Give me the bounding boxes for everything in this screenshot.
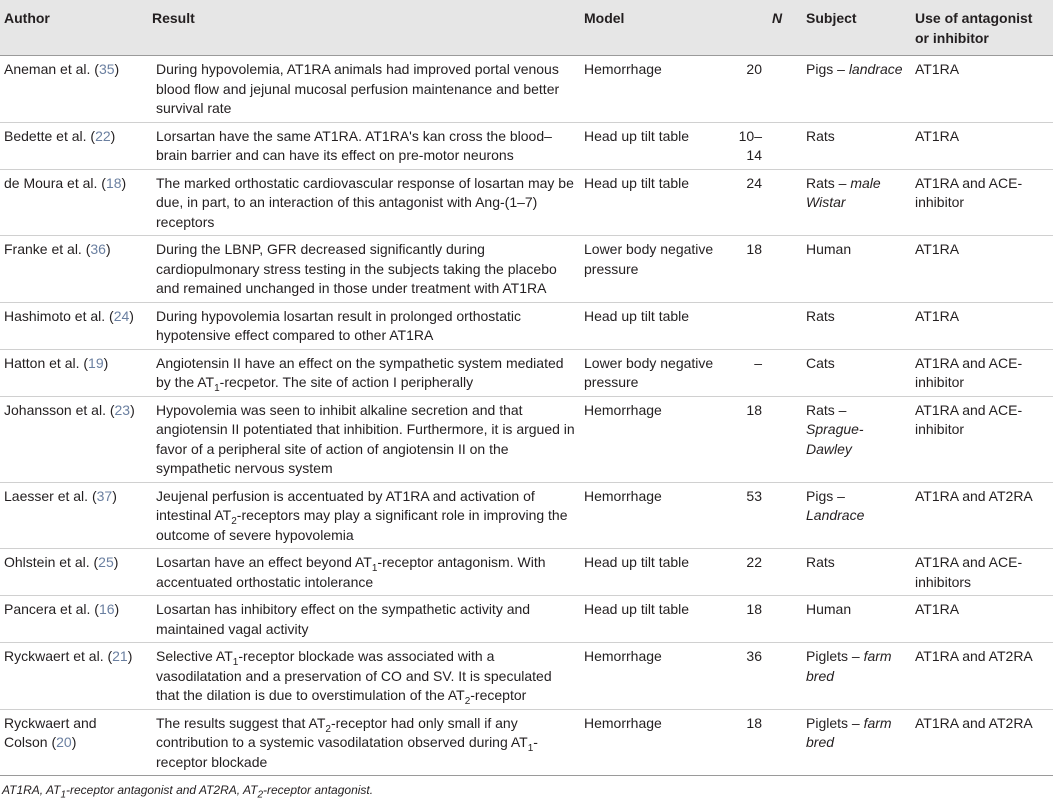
cell-model: Head up tilt table — [580, 122, 722, 169]
cell-result: During hypovolemia losartan result in prolonged orthostatic hypotensive effect compared to other AT1RA — [148, 302, 580, 349]
cell-author — [0, 709, 148, 776]
cell-subject — [802, 169, 911, 236]
text-segment: -receptors may play a significant role in improving the outcome of severe hypovolemia — [156, 507, 568, 543]
text-segment: -receptor had only small if any contribution to a systemic vasodilatation observed during AT — [156, 714, 528, 750]
text-segment: -receptor — [470, 687, 527, 703]
table-body — [0, 56, 1053, 776]
cell-subject — [802, 596, 911, 643]
subject-species: Human — [806, 241, 852, 257]
cell-subject — [802, 122, 911, 169]
reference-link[interactable]: 20 — [56, 734, 72, 750]
header-use: Use of antagonist or inhibitor — [911, 0, 1053, 56]
subscript: 1 — [60, 789, 67, 801]
reference-link[interactable]: 22 — [95, 127, 111, 144]
cell-author — [0, 643, 148, 710]
cell-use: AT1RA — [911, 236, 1053, 303]
subscript: 2 — [257, 789, 264, 801]
cell-result: The marked orthostatic cardiovascular response of losartan may be due, in part, to an interaction of this antagonist with Ang-(1–7) receptors — [148, 169, 580, 236]
cell-subject — [802, 236, 911, 303]
cell-result: During the LBNP, GFR decreased significantly during cardiopulmonary stress testing in the subjects taking the placebo and remained unchanged in those under treatment with AT1RA — [148, 236, 580, 303]
cell-author — [0, 396, 148, 482]
author-paren: ) — [114, 61, 120, 77]
author-paren: ) — [129, 307, 134, 324]
table-header-row — [0, 0, 1053, 56]
table-row — [0, 396, 1053, 482]
subject-strain: farm bred — [806, 648, 892, 684]
subject-strain: male Wistar — [806, 174, 881, 210]
cell-n — [722, 302, 802, 349]
cell-model: Lower body negative pressure — [580, 236, 722, 303]
cell-n: 10–14 — [722, 122, 802, 169]
author-paren: ) — [103, 354, 109, 371]
cell-author — [0, 482, 148, 549]
author-name: Johansson et al. ( — [4, 401, 115, 418]
cell-author — [0, 56, 148, 123]
cell-model: Hemorrhage — [580, 396, 722, 482]
subject-strain: landrace — [848, 61, 903, 77]
cell-result — [148, 349, 580, 396]
reference-link[interactable]: 24 — [113, 307, 130, 324]
cell-use: AT1RA and AT2RA — [911, 482, 1053, 549]
author-name: Ryckwaert et al. ( — [4, 648, 113, 664]
cell-author — [0, 302, 148, 349]
cell-author — [0, 596, 148, 643]
cell-author — [0, 236, 148, 303]
cell-author — [0, 122, 148, 169]
subject-species: Pigs – — [806, 487, 845, 504]
author-paren: ) — [113, 554, 119, 570]
author-paren: ) — [110, 127, 116, 144]
text-segment: -recpetor. The site of action I peripherally — [219, 374, 474, 390]
cell-n: 18 — [722, 396, 802, 482]
subject-species: Cats — [806, 354, 835, 371]
cell-n: – — [722, 349, 802, 396]
subscript: 1 — [527, 742, 534, 754]
author-name: Hatton et al. ( — [4, 354, 89, 371]
author-name: Ryckwaert and Colson ( — [4, 714, 97, 750]
subject-species: Rats – — [806, 174, 851, 191]
text-segment: -receptor antagonist. — [263, 783, 374, 797]
cell-result: Hypovolemia was seen to inhibit alkaline secretion and that angiotensin II potentiated that inhibition. Furthermore, it is argued in favor of a peripheral site of action of angiotensin II on the sympathetic nervous system — [148, 396, 580, 482]
subject-species: Rats — [806, 127, 835, 144]
cell-subject — [802, 709, 911, 776]
cell-use: AT1RA — [911, 56, 1053, 123]
cell-result — [148, 643, 580, 710]
cell-author — [0, 349, 148, 396]
subscript: 1 — [371, 562, 378, 574]
subject-species: Rats — [806, 554, 835, 570]
cell-model: Head up tilt table — [580, 302, 722, 349]
cell-model: Head up tilt table — [580, 549, 722, 596]
cell-subject — [802, 302, 911, 349]
author-name: Franke et al. ( — [4, 241, 91, 257]
cell-result: During hypovolemia, AT1RA animals had improved portal venous blood flow and jejunal mucosal perfusion maintenance and better survival rate — [148, 56, 580, 123]
text-segment: Jeujenal perfusion is accentuated by AT1RA and activation of intestinal AT — [156, 487, 535, 523]
header-subject: Subject — [802, 0, 911, 56]
reference-link[interactable]: 36 — [90, 241, 106, 257]
cell-author — [0, 169, 148, 236]
cell-n: 24 — [722, 169, 802, 236]
subject-strain: Sprague-Dawley — [806, 421, 864, 457]
cell-subject — [802, 396, 911, 482]
cell-result: Losartan has inhibitory effect on the sympathetic activity and maintained vagal activity — [148, 596, 580, 643]
subject-species: Human — [806, 601, 852, 617]
reference-link[interactable]: 35 — [98, 61, 115, 77]
cell-n: 20 — [722, 56, 802, 123]
cell-result — [148, 482, 580, 549]
author-name: Pancera et al. ( — [4, 601, 99, 617]
subject-species: Rats – — [806, 401, 847, 418]
author-paren: ) — [112, 487, 117, 504]
header-result: Result — [148, 0, 580, 56]
subscript: 1 — [214, 382, 220, 394]
subscript: 1 — [232, 656, 239, 668]
cell-model: Head up tilt table — [580, 169, 722, 236]
reference-link[interactable]: 18 — [105, 174, 122, 191]
cell-author — [0, 549, 148, 596]
cell-use: AT1RA and ACE-inhibitors — [911, 549, 1053, 596]
cell-model: Hemorrhage — [580, 709, 722, 776]
cell-result: Lorsartan have the same AT1RA. AT1RA's kan cross the blood–brain barrier and can have its effect on pre-motor neurons — [148, 122, 580, 169]
author-paren: ) — [114, 601, 120, 617]
table-row — [0, 596, 1053, 643]
cell-use: AT1RA and ACE-inhibitor — [911, 169, 1053, 236]
cell-subject — [802, 56, 911, 123]
cell-use: AT1RA and ACE-inhibitor — [911, 349, 1053, 396]
author-name: Bedette et al. ( — [4, 127, 96, 144]
subject-species: Rats — [806, 307, 835, 324]
table-row — [0, 169, 1053, 236]
cell-model: Hemorrhage — [580, 643, 722, 710]
subject-species: Piglets – — [806, 714, 864, 731]
cell-n: 53 — [722, 482, 802, 549]
cell-subject — [802, 482, 911, 549]
reference-link[interactable]: 21 — [112, 648, 128, 664]
cell-result — [148, 549, 580, 596]
text-segment: -receptor blockade was associated with a vasodilatation and a preservation of CO and SV. It is speculated that the dilation is due to overstimulation of the AT — [156, 648, 552, 703]
author-name: Hashimoto et al. ( — [4, 307, 114, 324]
table-row — [0, 643, 1053, 710]
author-name: Aneman et al. ( — [4, 61, 99, 77]
header-n: N — [722, 0, 802, 56]
author-name: de Moura et al. ( — [4, 174, 106, 191]
text-segment: -receptor blockade — [156, 734, 538, 770]
table-row — [0, 709, 1053, 776]
table-footnote — [0, 776, 1053, 804]
author-paren: ) — [130, 401, 135, 418]
subscript: 2 — [231, 515, 237, 527]
table-row — [0, 349, 1053, 396]
cell-use: AT1RA — [911, 122, 1053, 169]
cell-model: Hemorrhage — [580, 482, 722, 549]
text-segment: The results suggest that AT — [156, 714, 326, 731]
cell-subject — [802, 349, 911, 396]
table-row — [0, 482, 1053, 549]
text-segment: Selective AT — [156, 648, 233, 664]
cell-n: 36 — [722, 643, 802, 710]
author-paren: ) — [127, 648, 133, 664]
table-row — [0, 122, 1053, 169]
subject-strain: farm bred — [806, 714, 892, 750]
cell-model: Hemorrhage — [580, 56, 722, 123]
text-segment: Losartan have an effect beyond AT — [156, 554, 372, 570]
reference-link[interactable]: 25 — [98, 554, 114, 570]
cell-result — [148, 709, 580, 776]
subject-species: Pigs – — [806, 61, 849, 77]
text-segment: -receptor antagonist and AT2RA, AT — [66, 783, 258, 797]
cell-model: Head up tilt table — [580, 596, 722, 643]
cell-n: 18 — [722, 709, 802, 776]
reference-link[interactable]: 16 — [98, 601, 115, 617]
cell-n: 18 — [722, 236, 802, 303]
cell-use: AT1RA — [911, 596, 1053, 643]
cell-n: 22 — [722, 549, 802, 596]
cell-use: AT1RA and AT2RA — [911, 643, 1053, 710]
author-paren: ) — [121, 174, 127, 191]
author-name: Ohlstein et al. ( — [4, 554, 99, 570]
cell-model: Lower body negative pressure — [580, 349, 722, 396]
author-paren: ) — [105, 241, 111, 257]
subscript: 2 — [464, 695, 471, 707]
table-row — [0, 549, 1053, 596]
header-author: Author — [0, 0, 148, 56]
table-row — [0, 302, 1053, 349]
text-segment: -receptor antagonism. With accentuated orthostatic intolerance — [156, 554, 546, 590]
reference-link[interactable]: 19 — [88, 354, 104, 371]
header-model: Model — [580, 0, 722, 56]
subject-strain: Landrace — [806, 507, 865, 523]
cell-use: AT1RA and ACE-inhibitor — [911, 396, 1053, 482]
cell-use: AT1RA and AT2RA — [911, 709, 1053, 776]
table-row — [0, 236, 1053, 303]
text-segment: Angiotensin II have an effect on the sympathetic system mediated by the AT — [156, 354, 564, 390]
text-segment: AT1RA, AT — [2, 783, 61, 797]
reference-link[interactable]: 37 — [96, 487, 113, 504]
cell-subject — [802, 549, 911, 596]
subscript: 2 — [325, 723, 331, 735]
table-row — [0, 56, 1053, 123]
author-paren: ) — [71, 734, 77, 750]
cell-use: AT1RA — [911, 302, 1053, 349]
author-name: Laesser et al. ( — [4, 487, 97, 504]
subject-species: Piglets – — [806, 648, 864, 664]
cell-subject — [802, 643, 911, 710]
cell-n: 18 — [722, 596, 802, 643]
reference-link[interactable]: 23 — [114, 401, 131, 418]
